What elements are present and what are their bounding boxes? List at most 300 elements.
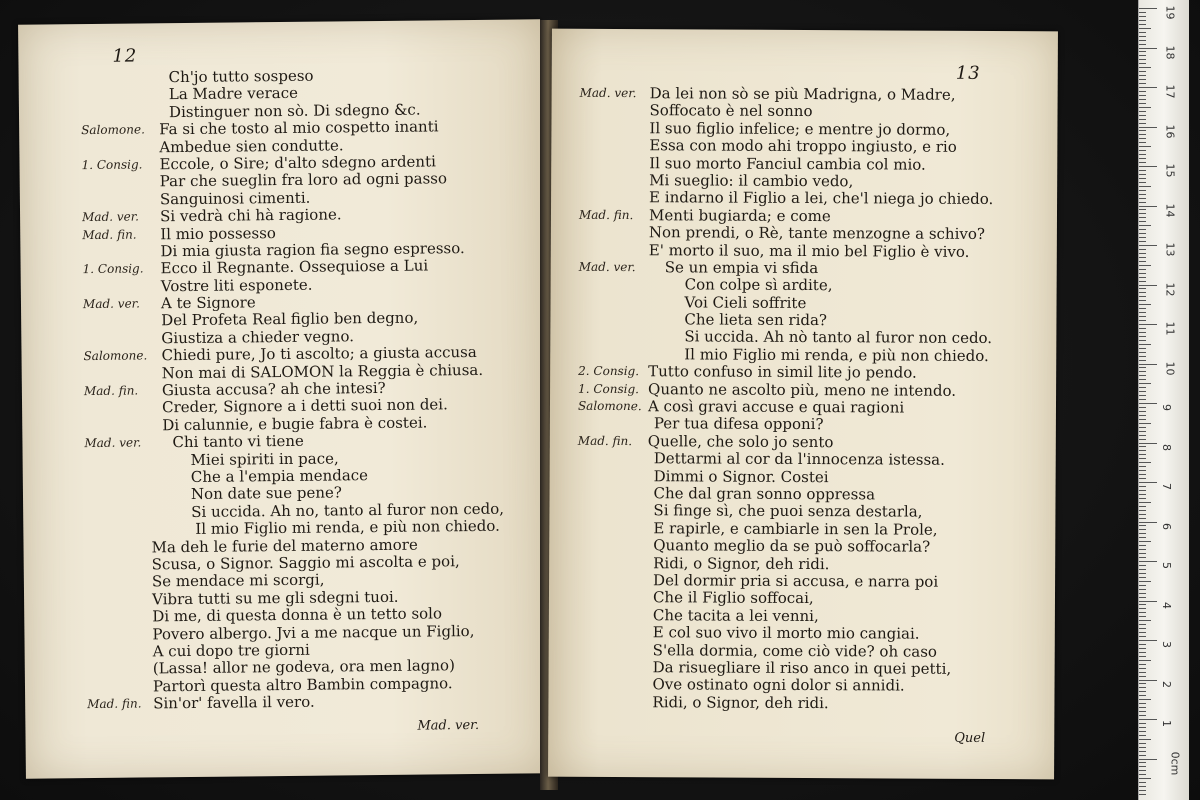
ruler-number: 1 xyxy=(1160,720,1173,727)
verse-text: S'ella dormia, come ciò vide? oh caso xyxy=(652,640,938,661)
verse-text: Voi Cieli soffrite xyxy=(684,293,807,312)
ruler-tick xyxy=(1139,573,1146,574)
verse-text: Dettarmi al cor da l'innocenza istessa. xyxy=(653,449,945,469)
ruler-tick xyxy=(1139,446,1146,447)
verse-text: Da risuegliare il riso anco in quei petti, xyxy=(652,658,952,678)
verse-text: Eccole, o Sire; d'alto sdegno ardenti xyxy=(159,152,436,174)
ruler-tick xyxy=(1139,565,1146,566)
left-catchword: Mad. ver. xyxy=(417,717,480,734)
ruler-tick xyxy=(1139,352,1146,353)
ruler-tick xyxy=(1139,506,1146,507)
ruler-tick xyxy=(1139,790,1146,791)
verse-text: Che il Figlio soffocai, xyxy=(652,588,814,608)
verse-text: Di me, di questa donna è un tetto solo xyxy=(152,604,443,626)
ruler-tick xyxy=(1139,411,1146,412)
verse-text: Con colpe sì ardite, xyxy=(684,275,833,295)
ruler-tick xyxy=(1139,762,1146,763)
verse-text: Il suo morto Fanciul cambia col mio. xyxy=(649,153,926,174)
ruler-number: 13 xyxy=(1163,242,1177,257)
verse-text: A così gravi accuse e quai ragioni xyxy=(647,397,905,417)
ruler-tick xyxy=(1139,229,1146,230)
ruler-tick xyxy=(1139,245,1157,246)
ruler-tick xyxy=(1139,237,1146,238)
ruler-tick xyxy=(1139,324,1157,325)
ruler-tick xyxy=(1139,95,1146,96)
ruler-tick xyxy=(1139,154,1146,155)
ruler-tick xyxy=(1139,431,1146,432)
verse-text: Si uccida. Ah nò tanto al furor non cedo. xyxy=(684,327,993,348)
ruler-tick xyxy=(1139,194,1146,195)
ruler-tick xyxy=(1139,127,1157,128)
ruler-tick xyxy=(1139,40,1146,41)
ruler-tick xyxy=(1139,628,1146,629)
verse-text: Ecco il Regnante. Ossequiose a Lui xyxy=(160,256,429,278)
ruler-tick xyxy=(1139,589,1146,590)
verse-text: E col suo vivo il morto mio cangiai. xyxy=(652,623,920,643)
ruler-tick xyxy=(1139,186,1151,187)
verse-text: Creder, Signore a i detti suoi non dei. xyxy=(161,395,448,417)
ruler-tick xyxy=(1139,36,1146,37)
ruler-tick xyxy=(1139,533,1146,534)
ruler-tick xyxy=(1139,545,1146,546)
ruler-tick xyxy=(1139,443,1157,444)
verse-text: Distinguer non sò. Di sdegno &c. xyxy=(168,100,421,121)
ruler-tick xyxy=(1139,462,1151,463)
ruler-tick xyxy=(1139,178,1146,179)
ruler-tick xyxy=(1139,683,1146,684)
verse-text: Ma deh le furie del materno amore xyxy=(151,535,418,556)
ruler-tick xyxy=(1139,348,1146,349)
ruler-tick xyxy=(1139,59,1146,60)
verse-text: Che a l'empia mendace xyxy=(190,466,369,486)
ruler-tick xyxy=(1139,107,1151,108)
ruler-tick xyxy=(1139,111,1146,112)
verse-text: Quanto meglio da se può soffocarla? xyxy=(653,536,931,556)
ruler-tick xyxy=(1139,51,1146,52)
ruler-tick xyxy=(1139,482,1157,483)
ruler-tick xyxy=(1139,743,1146,744)
ruler-number: 17 xyxy=(1163,84,1177,99)
speaker-label: 1. Consig. xyxy=(578,381,640,396)
ruler-tick xyxy=(1139,261,1146,262)
ruler-tick xyxy=(1139,360,1146,361)
ruler-tick xyxy=(1139,340,1146,341)
ruler-tick xyxy=(1139,577,1146,578)
ruler-tick xyxy=(1139,332,1146,333)
ruler-tick xyxy=(1139,632,1146,633)
verse-text: Ambedue sien condutte. xyxy=(159,135,344,156)
verse-text: Se un empia vi sfida xyxy=(664,258,819,277)
ruler-tick xyxy=(1139,466,1146,467)
ruler-tick xyxy=(1139,478,1146,479)
ruler-number: 5 xyxy=(1160,562,1173,569)
verse-text: Che dal gran sonno oppressa xyxy=(653,484,876,504)
verse-text: Che lieta sen rida? xyxy=(684,310,828,330)
ruler-tick xyxy=(1139,474,1146,475)
ruler-tick xyxy=(1139,415,1146,416)
measuring-ruler xyxy=(1138,0,1189,800)
ruler-tick xyxy=(1139,292,1146,293)
left-page xyxy=(18,19,548,778)
ruler-tick xyxy=(1139,644,1146,645)
ruler-tick xyxy=(1139,502,1151,503)
ruler-tick xyxy=(1139,213,1146,214)
verse-text: Sanguinosi cimenti. xyxy=(159,188,311,209)
ruler-tick xyxy=(1139,549,1146,550)
ruler-tick xyxy=(1139,364,1157,365)
ruler-tick xyxy=(1139,403,1157,404)
ruler-tick xyxy=(1139,778,1151,779)
verse-text: Di mia giusta ragion fia segno espresso. xyxy=(160,238,465,261)
ruler-tick xyxy=(1139,703,1146,704)
ruler-tick xyxy=(1139,569,1146,570)
ruler-tick xyxy=(1139,71,1146,72)
ruler-tick xyxy=(1139,490,1146,491)
ruler-tick xyxy=(1139,304,1151,305)
ruler-number: 9 xyxy=(1160,404,1173,411)
ruler-tick xyxy=(1139,770,1146,771)
speaker-label: 1. Consig. xyxy=(81,157,143,173)
ruler-tick xyxy=(1139,99,1146,100)
ruler-tick xyxy=(1139,356,1146,357)
ruler-tick xyxy=(1139,202,1146,203)
ruler-tick xyxy=(1139,130,1146,131)
ruler-tick xyxy=(1139,281,1146,282)
ruler-tick xyxy=(1139,604,1146,605)
ruler-tick xyxy=(1139,316,1146,317)
verse-text: Ridi, o Signor, deh ridi. xyxy=(653,553,830,573)
right-catchword: Quel xyxy=(954,730,986,746)
verse-text: Del dormir pria si accusa, e narra poi xyxy=(653,571,939,591)
ruler-tick xyxy=(1139,269,1146,270)
ruler-number: 11 xyxy=(1163,321,1177,336)
verse-text: Par che sueglin fra loro ad ogni passo xyxy=(159,169,448,191)
ruler-number: 0cm xyxy=(1168,751,1182,775)
ruler-tick xyxy=(1139,399,1146,400)
ruler-tick xyxy=(1139,16,1146,17)
ruler-number: 14 xyxy=(1163,203,1177,217)
ruler-number: 12 xyxy=(1163,282,1177,296)
ruler-tick xyxy=(1139,616,1146,617)
verse-text: Se mendace mi scorgi, xyxy=(151,570,325,591)
ruler-tick xyxy=(1139,367,1146,368)
ruler-tick xyxy=(1139,439,1146,440)
verse-text: Vibra tutti su me gli sdegni tuoi. xyxy=(151,587,399,609)
ruler-tick xyxy=(1139,423,1151,424)
ruler-tick xyxy=(1139,344,1151,345)
ruler-tick xyxy=(1139,273,1146,274)
ruler-tick xyxy=(1139,537,1146,538)
ruler-tick xyxy=(1139,486,1146,487)
ruler-number: 19 xyxy=(1163,5,1177,20)
ruler-tick xyxy=(1139,553,1146,554)
verse-text: A cui dopo tre giorni xyxy=(152,640,310,661)
ruler-tick xyxy=(1139,597,1146,598)
ruler-tick xyxy=(1139,585,1146,586)
ruler-tick xyxy=(1139,387,1146,388)
ruler-tick xyxy=(1139,719,1157,720)
ruler-tick xyxy=(1139,170,1146,171)
ruler-tick xyxy=(1139,83,1146,84)
ruler-tick xyxy=(1139,24,1146,25)
ruler-tick xyxy=(1139,134,1146,135)
ruler-tick xyxy=(1139,371,1146,372)
ruler-tick xyxy=(1139,711,1146,712)
ruler-tick xyxy=(1139,28,1151,29)
ruler-number: 7 xyxy=(1160,483,1173,490)
verse-text: Che tacita a lei venni, xyxy=(652,605,819,625)
ruler-number: 15 xyxy=(1163,163,1177,178)
verse-text: Vostre liti esponete. xyxy=(160,275,313,295)
ruler-tick xyxy=(1139,593,1146,594)
ruler-tick xyxy=(1139,518,1146,519)
ruler-tick xyxy=(1139,419,1146,420)
ruler-tick xyxy=(1139,723,1146,724)
verse-text: Ove ostinato ogni dolor si annidi. xyxy=(652,675,905,695)
ruler-tick xyxy=(1139,12,1146,13)
ruler-tick xyxy=(1139,375,1146,376)
verse-text: A te Signore xyxy=(160,293,256,313)
ruler-tick xyxy=(1139,123,1146,124)
ruler-tick xyxy=(1139,383,1151,384)
ruler-tick xyxy=(1139,715,1146,716)
ruler-tick xyxy=(1139,67,1151,68)
ruler-tick xyxy=(1139,198,1146,199)
verse-text: Il mio Figlio mi renda, e più non chiedo. xyxy=(195,516,500,539)
speaker-label: Mad. ver. xyxy=(579,85,637,101)
verse-text: (Lassa! allor ne godeva, ora men lagno) xyxy=(152,656,456,678)
speaker-label: Mad. ver. xyxy=(82,209,140,225)
ruler-tick xyxy=(1139,581,1151,582)
ruler-tick xyxy=(1139,87,1157,88)
verse-text: Da lei non sò se più Madrigna, o Madre, xyxy=(649,84,956,104)
verse-text: Tutto confuso in simil lite jo pendo. xyxy=(648,362,917,382)
ruler-tick xyxy=(1139,91,1146,92)
ruler-tick xyxy=(1139,470,1146,471)
ruler-tick xyxy=(1139,162,1146,163)
verse-text: E rapirle, e cambiarle in sen la Prole, xyxy=(653,518,938,539)
speaker-label: Mad. fin. xyxy=(577,433,633,448)
ruler-tick xyxy=(1139,782,1146,783)
ruler-tick xyxy=(1139,285,1157,286)
speaker-label: Salomone. xyxy=(577,398,642,414)
ruler-tick xyxy=(1139,119,1146,120)
ruler-tick xyxy=(1139,755,1146,756)
ruler-tick xyxy=(1139,707,1146,708)
speaker-label: 1. Consig. xyxy=(82,261,144,277)
ruler-tick xyxy=(1139,257,1146,258)
ruler-tick xyxy=(1139,652,1146,653)
verse-text: Si vedrà chi hà ragione. xyxy=(159,205,342,226)
ruler-tick xyxy=(1139,265,1151,266)
ruler-tick xyxy=(1139,225,1151,226)
ruler-tick xyxy=(1139,759,1157,760)
ruler-tick xyxy=(1139,138,1146,139)
ruler-tick xyxy=(1139,103,1146,104)
ruler-tick xyxy=(1139,620,1151,621)
ruler-tick xyxy=(1139,48,1157,49)
ruler-number: 3 xyxy=(1160,641,1173,648)
ruler-tick xyxy=(1139,498,1146,499)
ruler-tick xyxy=(1139,312,1146,313)
left-page-number: 12 xyxy=(112,45,138,67)
ruler-number: 4 xyxy=(1160,601,1173,609)
ruler-tick xyxy=(1139,601,1157,602)
speaker-label: Mad. fin. xyxy=(578,207,634,222)
verse-text: Essa con modo ahi troppo ingiusto, e rio xyxy=(649,136,957,156)
ruler-number: 8 xyxy=(1160,443,1173,451)
ruler-tick xyxy=(1139,233,1146,234)
ruler-number: 10 xyxy=(1163,361,1177,375)
verse-text: E' morto il suo, ma il mio bel Figlio è vivo. xyxy=(648,240,970,261)
ruler-tick xyxy=(1139,766,1146,767)
ruler-tick xyxy=(1139,407,1146,408)
ruler-number: 6 xyxy=(1160,522,1173,530)
ruler-tick xyxy=(1139,209,1146,210)
verse-text: Povero albergo. Jvi a me nacque un Figlio, xyxy=(152,621,475,643)
ruler-tick xyxy=(1139,427,1146,428)
ruler-tick xyxy=(1139,308,1146,309)
verse-text: Non prendi, o Rè, tante menzogne a schivo? xyxy=(648,223,986,244)
verse-text: Giustiza a chieder vegno. xyxy=(161,327,355,348)
ruler-tick xyxy=(1139,774,1146,775)
verse-text: Ch'jo tutto sospeso xyxy=(168,66,314,87)
ruler-tick xyxy=(1139,624,1146,625)
ruler-tick xyxy=(1139,458,1146,459)
ruler-tick xyxy=(1139,699,1151,700)
speaker-label: Salomone. xyxy=(81,122,145,138)
verse-text: Del Profeta Real figlio ben degno, xyxy=(161,309,419,330)
speaker-label: Mad. fin. xyxy=(87,696,142,712)
verse-text: Fa si che tosto al mio cospetto inanti xyxy=(159,117,439,139)
speaker-label: Mad. ver. xyxy=(84,435,142,451)
ruler-tick xyxy=(1139,328,1146,329)
ruler-tick xyxy=(1139,786,1146,787)
verse-text: Soffocato è nel sonno xyxy=(649,101,813,121)
verse-text: Quelle, che solo jo sento xyxy=(647,432,834,451)
ruler-tick xyxy=(1139,747,1146,748)
verse-text: Si uccida. Ah no, tanto al furor non cedo, xyxy=(191,499,505,521)
verse-text: Scusa, o Signor. Saggio mi ascolta e poi, xyxy=(151,552,460,574)
ruler-tick xyxy=(1139,8,1157,9)
ruler-tick xyxy=(1139,454,1146,455)
verse-text: Menti bugiarda; e come xyxy=(648,205,831,225)
speaker-label: Salomone. xyxy=(83,348,148,364)
ruler-tick xyxy=(1139,664,1146,665)
verse-text: Partorì questa altro Bambin compagno. xyxy=(152,673,453,696)
ruler-tick xyxy=(1139,510,1146,511)
ruler-tick xyxy=(1139,44,1146,45)
ruler-tick xyxy=(1139,158,1146,159)
verse-text: E indarno il Figlio a lei, che'l niega jo chiedo. xyxy=(649,188,994,209)
ruler-tick xyxy=(1139,731,1146,732)
ruler-tick xyxy=(1139,115,1146,116)
ruler-tick xyxy=(1139,288,1146,289)
verse-text: Il mio Figlio mi renda, e più non chiedo. xyxy=(684,345,989,365)
ruler-tick xyxy=(1139,20,1146,21)
ruler-tick xyxy=(1139,249,1146,250)
ruler-tick xyxy=(1139,32,1146,33)
verse-text: Chiedi pure, Jo ti ascolto; a giusta accusa xyxy=(161,343,477,365)
ruler-tick xyxy=(1139,320,1146,321)
ruler-tick xyxy=(1139,206,1157,207)
ruler-tick xyxy=(1139,379,1146,380)
ruler-tick xyxy=(1139,561,1157,562)
ruler-tick xyxy=(1139,182,1146,183)
ruler-tick xyxy=(1139,435,1146,436)
ruler-tick xyxy=(1139,241,1146,242)
ruler-tick xyxy=(1139,735,1146,736)
ruler-tick xyxy=(1139,79,1146,80)
ruler-tick xyxy=(1139,514,1146,515)
verse-text: Giusta accusa? ah che intesi? xyxy=(161,378,386,400)
speaker-label: Mad. ver. xyxy=(82,296,140,312)
ruler-tick xyxy=(1139,727,1146,728)
ruler-number: 16 xyxy=(1163,124,1177,138)
ruler-tick xyxy=(1139,557,1146,558)
ruler-tick xyxy=(1139,541,1151,542)
ruler-tick xyxy=(1139,660,1151,661)
ruler-tick xyxy=(1139,695,1146,696)
ruler-tick xyxy=(1139,522,1157,523)
ruler-tick xyxy=(1139,146,1151,147)
ruler-tick xyxy=(1139,529,1146,530)
ruler-tick xyxy=(1139,391,1146,392)
ruler-tick xyxy=(1139,687,1146,688)
ruler-tick xyxy=(1139,253,1146,254)
ruler-tick xyxy=(1139,751,1146,752)
ruler-tick xyxy=(1139,794,1146,795)
ruler-tick xyxy=(1139,676,1146,677)
verse-text: La Madre verace xyxy=(168,84,299,104)
ruler-tick xyxy=(1139,190,1146,191)
ruler-tick xyxy=(1139,63,1146,64)
ruler-tick xyxy=(1139,55,1146,56)
speaker-label: Mad. fin. xyxy=(82,227,137,242)
ruler-tick xyxy=(1139,174,1146,175)
ruler-tick xyxy=(1139,612,1146,613)
verse-text: Di calunnie, e bugie fabra è costei. xyxy=(162,413,428,435)
ruler-number: 18 xyxy=(1163,45,1177,59)
verse-text: Quanto ne ascolto più, meno ne intendo. xyxy=(648,379,957,400)
ruler-tick xyxy=(1139,395,1146,396)
ruler-tick xyxy=(1139,75,1146,76)
ruler-tick xyxy=(1139,672,1146,673)
ruler-tick xyxy=(1139,739,1151,740)
ruler-tick xyxy=(1139,221,1146,222)
ruler-tick xyxy=(1139,277,1146,278)
verse-text: Ridi, o Signor, deh ridi. xyxy=(652,692,829,712)
verse-text: Dimmi o Signor. Costei xyxy=(653,466,829,486)
ruler-tick xyxy=(1139,648,1146,649)
ruler-tick xyxy=(1139,336,1146,337)
ruler-tick xyxy=(1139,150,1146,151)
ruler-tick xyxy=(1139,656,1146,657)
ruler-number: 2 xyxy=(1160,680,1173,688)
speaker-label: 2. Consig. xyxy=(578,364,640,379)
ruler-tick xyxy=(1139,166,1157,167)
ruler-tick xyxy=(1139,668,1146,669)
verse-text: Chi tanto vi tiene xyxy=(172,431,304,452)
ruler-tick xyxy=(1139,691,1146,692)
ruler-tick xyxy=(1139,525,1146,526)
ruler-tick xyxy=(1139,494,1146,495)
verse-text: Si finge sì, che puoi senza destarla, xyxy=(653,501,923,522)
ruler-tick xyxy=(1139,300,1146,301)
verse-text: Non mai di SALOMON la Reggia è chiusa. xyxy=(161,360,484,382)
right-page xyxy=(548,29,1058,780)
verse-text: Il suo figlio infelice; e mentre jo dormo, xyxy=(649,118,951,139)
